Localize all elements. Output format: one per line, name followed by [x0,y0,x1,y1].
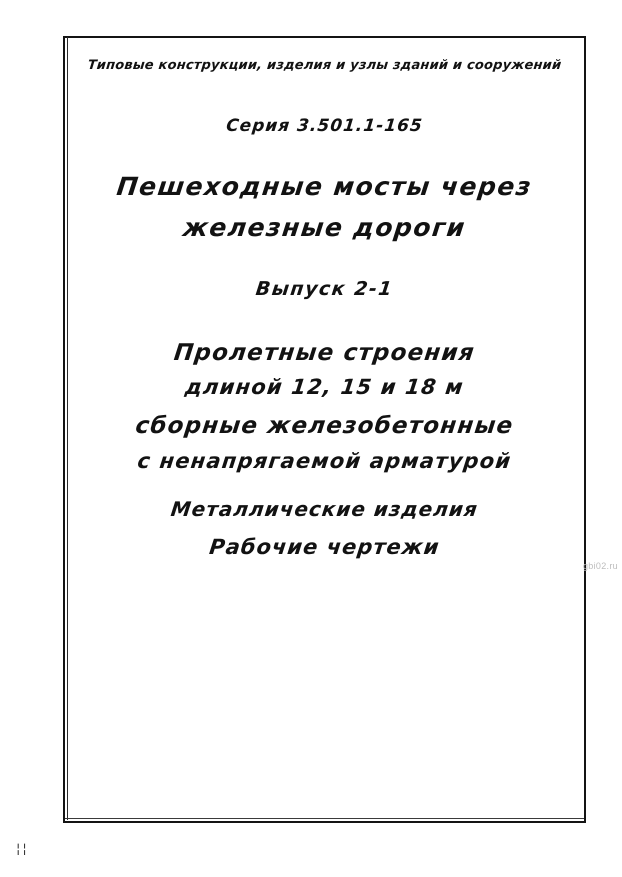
watermark-text: gbi02.ru [583,561,618,571]
subtitle-line-3: сборные железобетонные [134,413,515,439]
subtitle-line-6: Рабочие чертежи [207,535,442,559]
subtitle-line-2: длиной 12, 15 и 18 м [183,375,466,399]
document-header-line: Типовые конструкции, изделия и узлы зданий и сооружений [86,58,563,73]
document-title-line-1: Пешеходные мосты через [115,172,534,201]
subtitle-line-1: Пролетные строения [172,340,477,366]
stray-ink-mark: ¦¦ [16,842,29,857]
series-number: Серия 3.501.1-165 [225,116,424,136]
subtitle-line-5: Металлические изделия [169,497,480,521]
issue-number: Выпуск 2-1 [254,278,395,300]
subtitle-line-4: с ненапрягаемой арматурой [136,449,513,473]
document-title-line-2: железные дороги [181,213,468,242]
